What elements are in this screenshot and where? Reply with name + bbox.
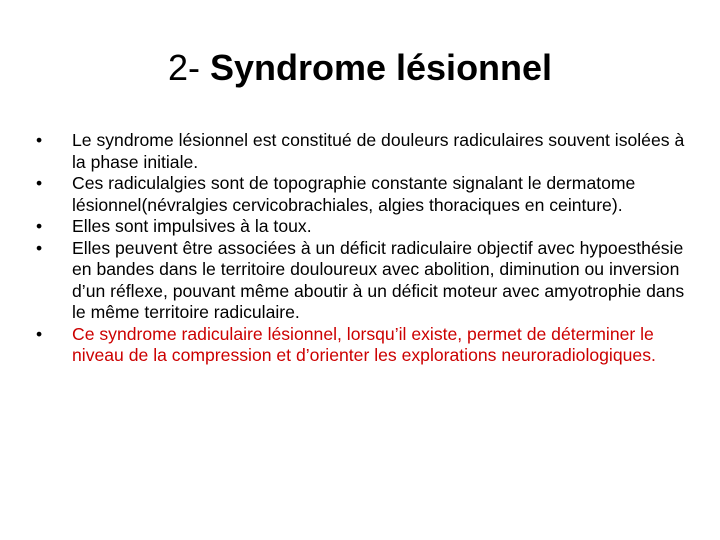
bullet-text-5: Ce syndrome radiculaire lésionnel, lorsqu’il existe, permet de déterminer le niveau de la compression et d’orienter les explorations neuroradiologiques. [72, 323, 656, 365]
bullet-text-1: Le syndrome lésionnel est constitué de douleurs radiculaires souvent isolées à la phase initiale. [72, 130, 685, 172]
bullet-item-3 [36, 216, 690, 238]
bullet-text-3: Elles sont impulsives à la toux. [72, 216, 312, 236]
bullet-text-4: Elles peuvent être associées à un déficit radiculaire objectif avec hypoesthésie en bandes dans le territoire douloureux avec abolition, diminution ou inversion d’un réflexe, pouvant même aboutir à un déficit moteur avec amyotrophie dans le même territoire radiculaire. [72, 237, 685, 322]
bullet-dot-icon: • [36, 323, 43, 344]
bullet-dot-icon: • [36, 173, 43, 193]
bullet-item-4 [36, 238, 690, 324]
bullet-dot-icon: • [36, 216, 43, 236]
title-text: Syndrome lésionnel [209, 47, 553, 88]
bullet-item-1 [36, 130, 690, 173]
bullet-dot-icon: • [36, 130, 43, 150]
title-number: 2- [167, 47, 200, 88]
bullet-list [36, 130, 690, 367]
slide-title [0, 44, 720, 92]
bullet-item-5 [36, 324, 690, 367]
bullet-item-2 [36, 173, 690, 216]
bullet-dot-icon: • [36, 237, 43, 258]
bullet-text-2: Ces radiculalgies sont de topographie constante signalant le dermatome lésionnel(névralgies cervicobrachiales, algies thoraciques en ceinture). [72, 173, 636, 215]
